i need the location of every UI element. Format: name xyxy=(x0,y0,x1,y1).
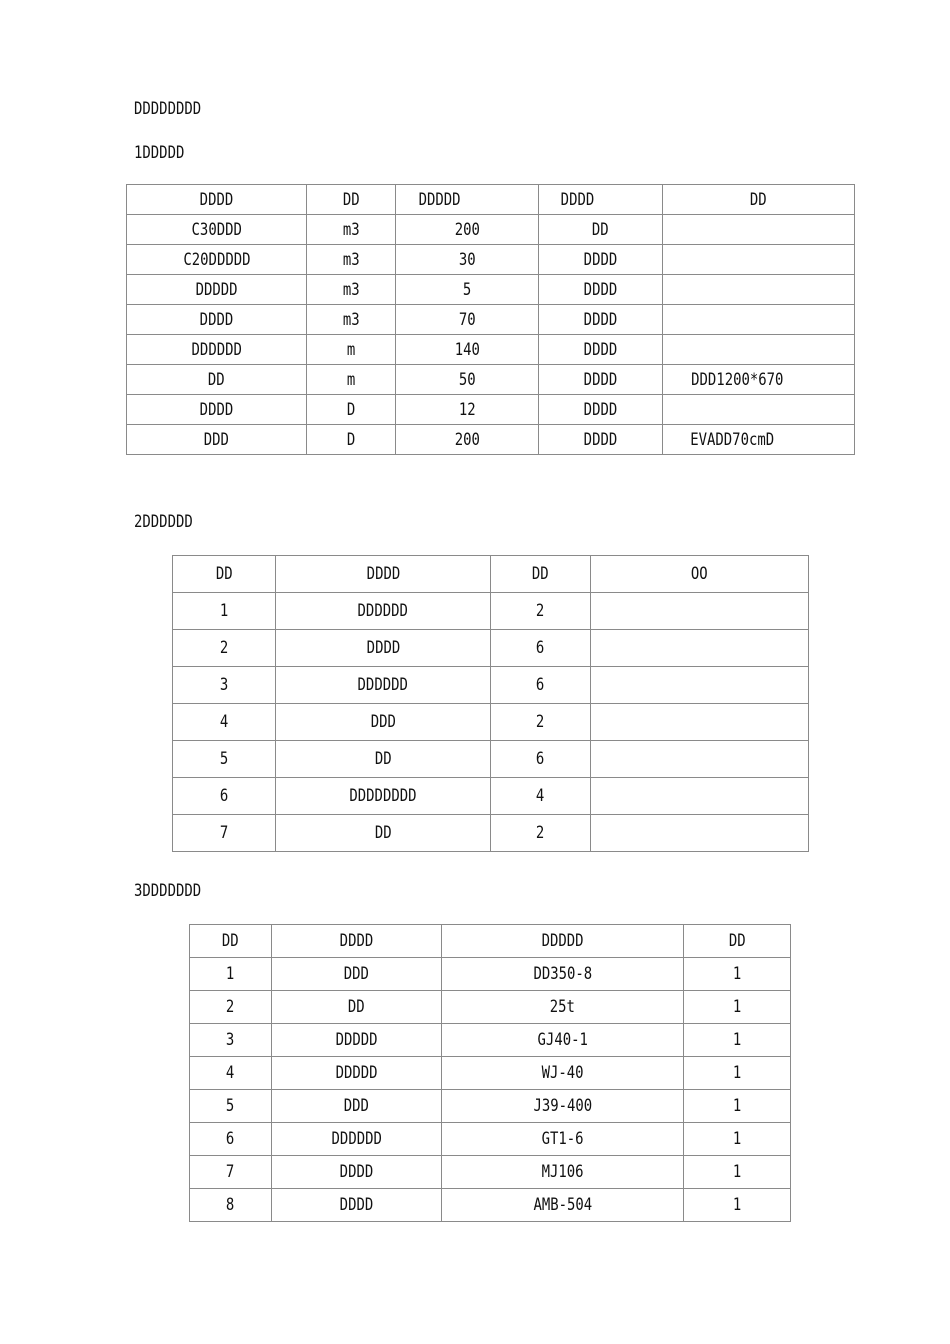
table-cell xyxy=(396,305,539,335)
table-cell xyxy=(276,630,491,667)
table-cell xyxy=(276,704,491,741)
table-cell xyxy=(591,778,809,815)
table-cell xyxy=(591,630,809,667)
table-cell xyxy=(276,815,491,852)
table-cell xyxy=(190,1189,272,1222)
table-cell xyxy=(396,365,539,395)
cell-text: DDDDD xyxy=(335,1030,378,1050)
table-cell xyxy=(539,215,663,245)
table-cell xyxy=(127,245,307,275)
cell-text: DDDD xyxy=(583,369,618,390)
cell-text: DD xyxy=(342,189,360,210)
table-row xyxy=(127,245,855,275)
table-cell xyxy=(127,395,307,425)
cell-text: 6 xyxy=(536,749,545,769)
cell-text: DDDD xyxy=(366,638,400,658)
cell-text: 4 xyxy=(219,712,229,732)
cell-text: 1 xyxy=(732,964,742,984)
table-row xyxy=(173,630,809,667)
table-cell xyxy=(272,1090,442,1123)
table-row xyxy=(127,425,855,455)
cell-text: m3 xyxy=(342,309,360,330)
table-cell xyxy=(442,1123,684,1156)
cell-text: WJ-40 xyxy=(541,1063,584,1083)
cell-text: DDD1200*670 xyxy=(691,369,784,390)
cell-text: 1 xyxy=(732,1096,742,1116)
table-cell xyxy=(591,741,809,778)
section2-heading: 2DDDDDD xyxy=(134,512,193,532)
cell-text: DDDD xyxy=(339,1162,374,1182)
header-cell xyxy=(591,556,809,593)
cell-text: MJ106 xyxy=(541,1162,584,1182)
table-cell xyxy=(491,778,591,815)
cell-text: 7 xyxy=(226,1162,235,1182)
header-cell xyxy=(173,556,276,593)
table-row xyxy=(173,741,809,778)
cell-text: DD xyxy=(208,369,225,390)
cell-text: 7 xyxy=(219,823,229,843)
header-cell xyxy=(127,185,307,215)
table-cell xyxy=(539,305,663,335)
table-row xyxy=(173,593,809,630)
equipment-table xyxy=(189,924,791,1222)
table-cell xyxy=(276,593,491,630)
table-cell xyxy=(307,215,396,245)
section1-heading: 1DDDDD xyxy=(134,143,185,163)
cell-text: DDDD xyxy=(199,189,234,210)
cell-text: DDDD xyxy=(199,399,234,420)
table-row xyxy=(173,704,809,741)
table-cell xyxy=(190,1123,272,1156)
cell-text: DDDD xyxy=(199,309,234,330)
table-cell xyxy=(539,425,663,455)
table-cell xyxy=(127,365,307,395)
cell-text: DDDDD xyxy=(418,189,461,210)
cell-text: 5 xyxy=(226,1096,235,1116)
table-cell xyxy=(663,305,855,335)
table-cell xyxy=(442,1189,684,1222)
table-cell xyxy=(663,275,855,305)
cell-text: J39-400 xyxy=(533,1096,592,1116)
cell-text: 1 xyxy=(732,1063,742,1083)
table-cell xyxy=(173,593,276,630)
table-header-row xyxy=(173,556,809,593)
table-cell xyxy=(491,667,591,704)
table-cell xyxy=(396,215,539,245)
header-cell xyxy=(663,185,855,215)
table-cell xyxy=(127,305,307,335)
table-cell xyxy=(276,667,491,704)
table-cell xyxy=(663,395,855,425)
cell-text: m xyxy=(346,339,356,360)
table-cell xyxy=(307,395,396,425)
table-cell xyxy=(684,1024,791,1057)
cell-text: 1 xyxy=(732,997,742,1017)
table-row xyxy=(190,1057,791,1090)
table-cell xyxy=(684,1123,791,1156)
table-cell xyxy=(173,778,276,815)
cell-text: DDDD xyxy=(583,429,618,450)
cell-text: DD xyxy=(728,931,746,951)
cell-text: DDDDD xyxy=(335,1063,378,1083)
cell-text: 6 xyxy=(226,1129,235,1149)
cell-text: C20DDDDD xyxy=(182,249,251,270)
header-cell xyxy=(539,185,663,215)
cell-text: DD xyxy=(374,749,392,769)
cell-text: 4 xyxy=(536,786,545,806)
document-title: DDDDDDDD xyxy=(134,99,202,119)
table-cell xyxy=(190,1024,272,1057)
table-cell xyxy=(539,245,663,275)
cell-text: DDDD xyxy=(339,931,374,951)
table-cell xyxy=(684,1090,791,1123)
cell-text: DDDD xyxy=(583,399,618,420)
cell-text: 2 xyxy=(536,823,545,843)
cell-text: DD xyxy=(750,189,767,210)
table-cell xyxy=(272,1189,442,1222)
table-cell xyxy=(190,1090,272,1123)
table-row xyxy=(127,305,855,335)
cell-text: 1 xyxy=(219,601,229,621)
cell-text: 1 xyxy=(732,1030,742,1050)
table-cell xyxy=(539,275,663,305)
table-row xyxy=(190,1189,791,1222)
table-row xyxy=(127,365,855,395)
table-row xyxy=(127,395,855,425)
table-row xyxy=(173,815,809,852)
table-cell xyxy=(491,741,591,778)
table-cell xyxy=(173,815,276,852)
cell-text: 2 xyxy=(536,601,545,621)
cell-text: C30DDD xyxy=(191,219,242,240)
cell-text: DD xyxy=(348,997,365,1017)
table-row xyxy=(127,275,855,305)
table-cell xyxy=(591,593,809,630)
header-cell xyxy=(442,925,684,958)
table-cell xyxy=(491,593,591,630)
cell-text: DDD xyxy=(203,429,230,450)
cell-text: 6 xyxy=(219,786,229,806)
cell-text: GT1-6 xyxy=(541,1129,584,1149)
cell-text: DDDD xyxy=(583,249,618,270)
table-cell xyxy=(272,991,442,1024)
table-cell xyxy=(307,335,396,365)
cell-text: 70 xyxy=(458,309,476,330)
cell-text: DD xyxy=(592,219,609,240)
cell-text: DDD xyxy=(370,712,396,732)
cell-text: 50 xyxy=(458,369,476,390)
table-row xyxy=(173,778,809,815)
table-cell xyxy=(684,958,791,991)
cell-text: OO xyxy=(691,564,708,584)
personnel-table xyxy=(172,555,809,852)
table-cell xyxy=(396,275,539,305)
table-header-row xyxy=(127,185,855,215)
table-cell xyxy=(307,425,396,455)
table-header-row xyxy=(190,925,791,958)
cell-text: DDDDDD xyxy=(357,675,409,695)
table-cell xyxy=(396,245,539,275)
cell-text: 200 xyxy=(454,429,480,450)
cell-text: 4 xyxy=(226,1063,235,1083)
table-row xyxy=(190,958,791,991)
cell-text: DDD xyxy=(343,964,370,984)
table-cell xyxy=(663,245,855,275)
header-cell xyxy=(276,556,491,593)
table-cell xyxy=(442,1024,684,1057)
cell-text: 5 xyxy=(219,749,229,769)
cell-text: DDDDD xyxy=(541,931,584,951)
table-cell xyxy=(663,365,855,395)
cell-text: 3 xyxy=(219,675,229,695)
header-cell xyxy=(272,925,442,958)
table-cell xyxy=(272,1057,442,1090)
table-row xyxy=(190,991,791,1024)
table-cell xyxy=(307,365,396,395)
header-cell xyxy=(190,925,272,958)
table-cell xyxy=(272,1123,442,1156)
table-cell xyxy=(396,335,539,365)
table-row xyxy=(190,1123,791,1156)
table-cell xyxy=(539,335,663,365)
table-cell xyxy=(272,1024,442,1057)
cell-text: D xyxy=(346,429,356,450)
table-row xyxy=(190,1090,791,1123)
table-cell xyxy=(491,630,591,667)
cell-text: 2 xyxy=(219,638,229,658)
cell-text: 1 xyxy=(732,1162,742,1182)
table-cell xyxy=(173,704,276,741)
table-cell xyxy=(663,215,855,245)
cell-text: DDDDDDDD xyxy=(349,786,417,806)
table-cell xyxy=(190,991,272,1024)
cell-text: 200 xyxy=(454,219,480,240)
cell-text: 30 xyxy=(458,249,476,270)
table-row xyxy=(127,335,855,365)
cell-text: DD350-8 xyxy=(533,964,592,984)
cell-text: DD xyxy=(215,564,233,584)
table-cell xyxy=(276,741,491,778)
table-cell xyxy=(190,1057,272,1090)
table-cell xyxy=(442,1156,684,1189)
table-cell xyxy=(127,275,307,305)
table-cell xyxy=(173,630,276,667)
table-cell xyxy=(591,704,809,741)
table-cell xyxy=(173,741,276,778)
cell-text: 140 xyxy=(454,339,480,360)
cell-text: 1 xyxy=(226,964,235,984)
cell-text: DDDDDD xyxy=(357,601,409,621)
table-cell xyxy=(684,1057,791,1090)
table-cell xyxy=(442,958,684,991)
table-row xyxy=(190,1024,791,1057)
table-row xyxy=(190,1156,791,1189)
cell-text: 25t xyxy=(549,997,576,1017)
table-cell xyxy=(539,365,663,395)
table-cell xyxy=(684,1189,791,1222)
table-cell xyxy=(272,958,442,991)
table-cell xyxy=(307,305,396,335)
materials-table xyxy=(126,184,855,455)
cell-text: GJ40-1 xyxy=(537,1030,588,1050)
cell-text: 1 xyxy=(732,1129,742,1149)
table-cell xyxy=(684,1156,791,1189)
cell-text: 6 xyxy=(536,638,545,658)
header-cell xyxy=(396,185,539,215)
table-cell xyxy=(276,778,491,815)
table-cell xyxy=(491,815,591,852)
cell-text: EVADD70cmD xyxy=(690,429,775,450)
cell-text: DD xyxy=(374,823,392,843)
cell-text: DDDDDD xyxy=(191,339,242,360)
table-cell xyxy=(663,425,855,455)
table-cell xyxy=(442,1057,684,1090)
section3-heading: 3DDDDDDD xyxy=(134,881,202,901)
cell-text: m3 xyxy=(342,279,360,300)
table-cell xyxy=(591,667,809,704)
table-cell xyxy=(127,215,307,245)
table-cell xyxy=(127,425,307,455)
table-cell xyxy=(442,991,684,1024)
cell-text: m3 xyxy=(342,219,360,240)
cell-text: DDDDDD xyxy=(331,1129,382,1149)
cell-text: DD xyxy=(222,931,239,951)
table-cell xyxy=(491,704,591,741)
cell-text: DDDD xyxy=(583,339,618,360)
cell-text: DDDDD xyxy=(195,279,238,300)
table-cell xyxy=(396,425,539,455)
cell-text: DDDD xyxy=(339,1195,374,1215)
header-cell xyxy=(491,556,591,593)
cell-text: DDDD xyxy=(583,309,618,330)
cell-text: 2 xyxy=(226,997,235,1017)
header-cell xyxy=(307,185,396,215)
table-cell xyxy=(272,1156,442,1189)
cell-text: 6 xyxy=(536,675,545,695)
cell-text: 3 xyxy=(226,1030,235,1050)
cell-text: DDDD xyxy=(366,564,400,584)
table-cell xyxy=(684,991,791,1024)
cell-text: m xyxy=(346,369,356,390)
table-cell xyxy=(190,1156,272,1189)
table-row xyxy=(127,215,855,245)
cell-text: 5 xyxy=(462,279,472,300)
cell-text: m3 xyxy=(342,249,360,270)
table-cell xyxy=(173,667,276,704)
table-cell xyxy=(307,245,396,275)
table-cell xyxy=(127,335,307,365)
cell-text: DDDD xyxy=(583,279,618,300)
table-cell xyxy=(442,1090,684,1123)
table-cell xyxy=(396,395,539,425)
table-cell xyxy=(539,395,663,425)
table-cell xyxy=(663,335,855,365)
table-cell xyxy=(591,815,809,852)
header-cell xyxy=(684,925,791,958)
cell-text: D xyxy=(346,399,356,420)
cell-text: DDD xyxy=(343,1096,370,1116)
cell-text: AMB-504 xyxy=(533,1195,592,1215)
table-cell xyxy=(307,275,396,305)
cell-text: 1 xyxy=(732,1195,742,1215)
cell-text: DD xyxy=(532,564,549,584)
cell-text: 2 xyxy=(536,712,545,732)
cell-text: DDDD xyxy=(560,189,595,210)
cell-text: 12 xyxy=(458,399,476,420)
table-row xyxy=(173,667,809,704)
table-cell xyxy=(190,958,272,991)
cell-text: 8 xyxy=(226,1195,235,1215)
